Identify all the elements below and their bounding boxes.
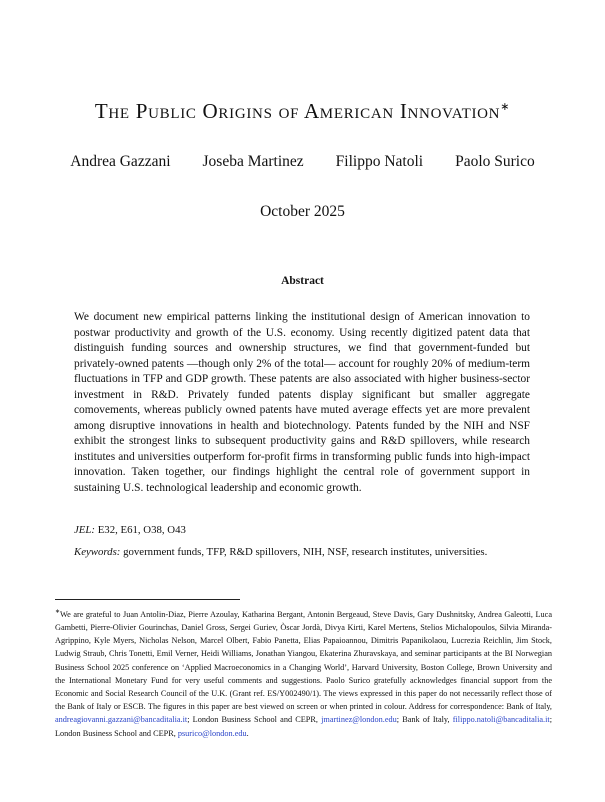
- paper-title: [0, 99, 605, 124]
- author-list: [60, 153, 545, 171]
- email-link-gazzani[interactable]: andreagiovanni.gazzani@bancaditalia.it: [55, 715, 188, 725]
- author-name: Andrea Gazzani: [70, 153, 171, 170]
- footnote-divider: [55, 599, 240, 600]
- author-name: Paolo Surico: [455, 153, 535, 170]
- footnote-mark: ∗: [55, 609, 61, 615]
- keywords-label: Keywords:: [74, 546, 121, 558]
- email-link-surico[interactable]: psurico@london.edu: [177, 728, 247, 738]
- jel-codes-text: E32, E61, O38, O43: [97, 524, 186, 536]
- abstract-body: We document new empirical patterns linking the institutional design of American innovation to postwar productivity and growth of the U.S. economy. Using recently digitized patent data that distinguish funding sources and ownership structures, we find that government-funded but privately-owned patents —though only 2% of the total— account for roughly 20% of medium-term fluctuations in TFP and GDP growth. These patents are also associated with higher business-sector investment in R&D. Privately funded patents display significant but smaller aggregate comovements, whereas publicly owned patents have muted average effects yet are more prevalent among disruptive innovations in health and biotechnology. Patents funded by the NIH and NSF exhibit the strongest links to subsequent productivity gains and R&D spillovers, while research institutes and universities outperform for-profit firms in transforming public funds into high-impact innovation. Taken together, our findings highlight the central role of government support in sustaining U.S. technological leadership and economic growth.: [74, 311, 530, 494]
- footnote-text: ; Bank of Italy,: [396, 715, 453, 725]
- abstract-heading: Abstract: [281, 275, 324, 287]
- keywords: [74, 546, 544, 558]
- jel-codes: [74, 524, 530, 536]
- footnote-text: ; London Business School and CEPR,: [55, 715, 552, 738]
- author-name: Filippo Natoli: [335, 153, 424, 170]
- footnote-text: We are grateful to Juan Antolin-Diaz, Pierre Azoulay, Katharina Bergant, Antonin Bergeaud, Steve Davis, Gary Dushnitsky, Andrea Galeotti, Luca Gambetti, Pierre-Olivier Gourinchas, Daniel Gross, Sergei Guriev, Òscar Jordà, Divya Kirti, Karel Mertens, Stelios Michalopoulos, Silvia Miranda-Agrippino, Kyle Myers, Nicholas Nelson, Marcel Olbert, Fabio Panetta, Elias Papaioannou, Dimitris Papanikolaou, Lucrezia Reichlin, Jim Stock, Ludwig Straub, Chris Tonetti, Emil Verner, Heidi Williams, Jonathan Yiangou, Ekaterina Zhuravskaya, and seminar participants at the BI Norwegian Business School 2025 conference on ‘Applied Macroeconomics in a Changing World’, Harvard University, Boston College, Brown University and the International Monetary Fund for very useful comments and suggestions. Paolo Surico gratefully acknowledges financial support from the Economic and Social Research Council of the U.K. (Grant ref. ES/Y002490/1). The views expressed in this paper do not necessarily reflect those of the Bank of Italy or ESCB. The figures in this paper are best viewed on screen or when printed in colour. Address for correspondence: Bank of Italy,: [55, 609, 552, 712]
- footnote-text: ; London Business School and CEPR,: [187, 715, 322, 725]
- title-footnote-mark[interactable]: ∗: [500, 101, 511, 113]
- publication-date: October 2025: [260, 203, 345, 220]
- acknowledgements-footnote: [55, 606, 552, 740]
- email-link-martinez[interactable]: jmartinez@london.edu: [321, 715, 397, 725]
- paper-title-text: The Public Origins of American Innovation: [94, 99, 501, 123]
- footnote-text: .: [246, 728, 249, 738]
- author-name: Joseba Martinez: [202, 153, 304, 170]
- jel-label: JEL:: [74, 524, 95, 536]
- email-link-natoli[interactable]: filippo.natoli@bancaditalia.it: [452, 715, 550, 725]
- keywords-text: government funds, TFP, R&D spillovers, NIH, NSF, research institutes, universities.: [123, 546, 488, 558]
